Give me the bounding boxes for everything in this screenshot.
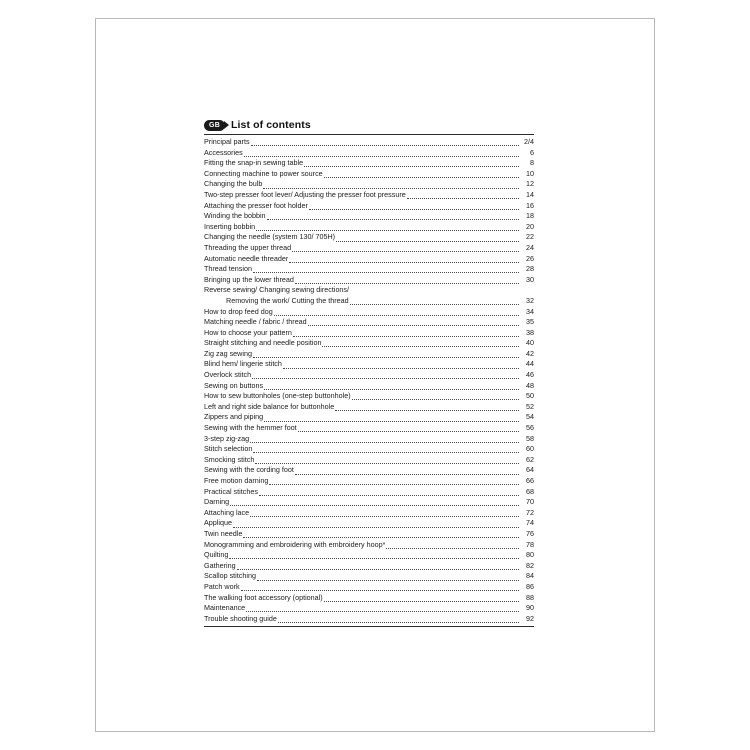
toc-entry-page: 88: [526, 592, 534, 602]
toc-leader-dots: [237, 568, 519, 570]
toc-entry-label: Sewing with the cording foot: [204, 465, 294, 475]
toc-entry-page: 35: [526, 317, 534, 327]
toc-entry-label: Connecting machine to power source: [204, 168, 323, 178]
toc-leader-dots: [289, 261, 519, 263]
toc-entry[interactable]: [204, 359, 534, 370]
toc-leader-dots: [336, 240, 519, 242]
toc-leader-dots: [352, 398, 519, 400]
toc-leader-dots: [251, 144, 519, 146]
table-of-contents: [204, 119, 534, 627]
toc-entry-label: Trouble shooting guide: [204, 613, 277, 623]
toc-entry[interactable]: [204, 137, 534, 148]
toc-entry-page: 52: [526, 401, 534, 411]
toc-entry-page: 2/4: [524, 137, 534, 146]
toc-entry-page: 12: [526, 179, 534, 189]
toc-leader-dots: [335, 409, 519, 411]
toc-entry-page: 54: [526, 412, 534, 422]
toc-entry-label: Principal parts: [204, 137, 250, 146]
toc-leader-dots: [324, 600, 519, 602]
toc-entry[interactable]: [204, 529, 534, 540]
toc-entry-page: 42: [526, 348, 534, 358]
toc-entry-page: 14: [526, 189, 534, 199]
toc-entry-page: 78: [526, 539, 534, 549]
toc-leader-dots: [246, 610, 519, 612]
toc-entry-page: 58: [526, 433, 534, 443]
divider-bottom: [204, 626, 534, 627]
toc-entry-page: 18: [526, 211, 534, 221]
toc-entry-page: 16: [526, 200, 534, 210]
toc-entry-page: 68: [526, 486, 534, 496]
toc-entry[interactable]: [204, 476, 534, 487]
toc-entry[interactable]: [204, 540, 534, 551]
toc-entry-label: Threading the upper thread: [204, 242, 292, 252]
toc-entry-label: Bringing up the lower thread: [204, 274, 294, 284]
toc-entry-page: 20: [526, 221, 534, 231]
toc-leader-dots: [350, 294, 519, 295]
language-badge-icon: GB: [204, 120, 225, 131]
toc-leader-dots: [253, 271, 519, 273]
toc-entry-label: Blind hem/ lingerie stitch: [204, 359, 282, 369]
toc-entry[interactable]: [204, 275, 534, 286]
toc-entry-label: Winding the bobbin: [204, 211, 266, 221]
toc-entry-label: Left and right side balance for buttonhole: [204, 401, 335, 411]
toc-leader-dots: [309, 208, 519, 210]
toc-entry[interactable]: [204, 402, 534, 413]
toc-entry-label: Attaching lace: [204, 507, 250, 517]
toc-entry[interactable]: [204, 423, 534, 434]
toc-entry[interactable]: [204, 296, 534, 307]
page-title: List of contents: [231, 119, 311, 131]
toc-entry[interactable]: [204, 243, 534, 254]
toc-entry-page: 82: [526, 560, 534, 570]
toc-leader-dots: [243, 536, 519, 538]
toc-entry-page: 76: [526, 528, 534, 538]
toc-leader-dots: [263, 187, 519, 189]
toc-entry-page: 84: [526, 571, 534, 581]
toc-entry-page: 46: [526, 370, 534, 380]
toc-entry[interactable]: [204, 508, 534, 519]
toc-entry-label: Smocking stitch: [204, 454, 255, 464]
toc-entry-label: Applique: [204, 518, 232, 528]
toc-entry-label: Overlock stitch: [204, 370, 252, 380]
toc-leader-dots: [292, 250, 519, 252]
toc-leader-dots: [350, 303, 519, 305]
toc-entry-label: Automatic needle threader: [204, 253, 289, 263]
toc-entry[interactable]: [204, 614, 534, 625]
toc-entry-page: 56: [526, 423, 534, 433]
toc-entry-label: Zig zag sewing: [204, 348, 252, 358]
toc-entry[interactable]: [204, 444, 534, 455]
toc-entry-label: How to choose your pattern: [204, 327, 292, 337]
toc-leader-dots: [407, 197, 519, 199]
toc-entry-label: Zippers and piping: [204, 412, 264, 422]
toc-leader-dots: [256, 229, 519, 231]
toc-entry-page: 62: [526, 454, 534, 464]
toc-entry-label: Patch work: [204, 581, 240, 591]
toc-entry[interactable]: [204, 254, 534, 265]
toc-entry[interactable]: [204, 338, 534, 349]
toc-entry-page: 10: [526, 168, 534, 178]
toc-leader-dots: [250, 441, 519, 443]
toc-entry[interactable]: [204, 264, 534, 275]
toc-list: [204, 137, 534, 624]
toc-entry[interactable]: [204, 465, 534, 476]
toc-entry-label: Monogramming and embroidering with embroidery hoop*: [204, 539, 386, 549]
toc-leader-dots: [322, 345, 519, 347]
toc-entry-page: 80: [526, 550, 534, 560]
toc-entry[interactable]: [204, 201, 534, 212]
toc-leader-dots: [324, 176, 519, 178]
toc-entry[interactable]: [204, 328, 534, 339]
toc-entry-page: 50: [526, 391, 534, 401]
toc-leader-dots: [253, 451, 519, 453]
toc-leader-dots: [250, 515, 519, 517]
toc-leader-dots: [230, 504, 519, 506]
toc-entry[interactable]: [204, 550, 534, 561]
toc-leader-dots: [264, 388, 519, 390]
toc-leader-dots: [255, 462, 519, 464]
toc-entry-label: Thread tension: [204, 264, 252, 274]
toc-entry-label: Twin needle: [204, 528, 243, 538]
toc-entry[interactable]: [204, 497, 534, 508]
toc-entry-label: Maintenance: [204, 603, 246, 613]
toc-leader-dots: [259, 494, 519, 496]
toc-entry-label: Darning: [204, 497, 230, 507]
toc-entry-label: Practical stitches: [204, 486, 258, 496]
toc-entry[interactable]: [204, 487, 534, 498]
toc-leader-dots: [264, 420, 519, 422]
toc-entry-page: 24: [526, 242, 534, 252]
toc-entry-label: Sewing on buttons: [204, 380, 264, 390]
toc-entry[interactable]: [204, 169, 534, 180]
toc-entry-label: Attaching the presser foot holder: [204, 200, 308, 210]
toc-leader-dots: [283, 367, 519, 369]
toc-entry[interactable]: [204, 434, 534, 445]
toc-entry-page: 28: [526, 264, 534, 274]
toc-leader-dots: [295, 473, 519, 475]
toc-entry-page: 60: [526, 444, 534, 454]
toc-entry-page: 8: [530, 158, 534, 168]
toc-leader-dots: [269, 483, 519, 485]
toc-entry[interactable]: [204, 158, 534, 169]
toc-entry-page: 92: [526, 613, 534, 623]
toc-entry[interactable]: [204, 232, 534, 243]
toc-entry-label: Changing the bulb: [204, 179, 263, 189]
toc-entry[interactable]: [204, 211, 534, 222]
toc-entry-label: How to sew buttonholes (one-step buttonhole): [204, 391, 351, 401]
toc-entry[interactable]: [204, 518, 534, 529]
toc-entry-label: Removing the work/ Cutting the thread: [226, 295, 349, 305]
toc-entry-label: Two-step presser foot lever/ Adjusting the presser foot pressure: [204, 189, 406, 199]
toc-entry-label: 3-step zig-zag: [204, 433, 250, 443]
toc-leader-dots: [229, 557, 519, 559]
document-page: [95, 18, 655, 732]
toc-entry-label: Changing the needle (system 130/ 705H): [204, 232, 336, 242]
toc-entry-page: 44: [526, 359, 534, 369]
toc-entry-label: Reverse sewing/ Changing sewing directions/: [204, 285, 350, 295]
toc-leader-dots: [298, 430, 519, 432]
toc-entry-page: 40: [526, 338, 534, 348]
toc-entry[interactable]: [204, 582, 534, 593]
toc-entry-page: 26: [526, 253, 534, 263]
toc-entry[interactable]: [204, 603, 534, 614]
toc-entry-page: 64: [526, 465, 534, 475]
toc-leader-dots: [295, 282, 519, 284]
toc-leader-dots: [253, 356, 519, 358]
toc-leader-dots: [252, 377, 519, 379]
toc-entry[interactable]: [204, 370, 534, 381]
toc-entry-page: 48: [526, 380, 534, 390]
toc-entry-label: Quilting: [204, 550, 229, 560]
toc-entry[interactable]: [204, 307, 534, 318]
toc-leader-dots: [278, 621, 519, 623]
toc-entry-label: How to drop feed dog: [204, 306, 273, 316]
toc-leader-dots: [293, 335, 519, 337]
toc-entry-label: Matching needle / fabric / thread: [204, 317, 307, 327]
toc-leader-dots: [386, 547, 519, 549]
toc-header: [204, 119, 534, 131]
divider-top: [204, 134, 534, 135]
toc-leader-dots: [257, 579, 519, 581]
toc-entry[interactable]: [204, 455, 534, 466]
toc-leader-dots: [304, 165, 519, 167]
toc-entry-label: Sewing with the hemmer foot: [204, 423, 297, 433]
toc-entry-label: Free motion darning: [204, 476, 269, 485]
toc-leader-dots: [274, 314, 519, 316]
toc-entry[interactable]: [204, 381, 534, 392]
toc-entry[interactable]: [204, 571, 534, 582]
toc-entry-page: 72: [526, 507, 534, 517]
toc-leader-dots: [308, 324, 519, 326]
toc-entry-page: 38: [526, 327, 534, 337]
toc-entry-page: 22: [526, 232, 534, 242]
toc-entry[interactable]: [204, 285, 534, 296]
toc-entry[interactable]: [204, 561, 534, 572]
toc-leader-dots: [267, 218, 519, 220]
toc-entry-page: 90: [526, 603, 534, 613]
toc-entry[interactable]: [204, 317, 534, 328]
toc-entry-page: 66: [526, 476, 534, 485]
toc-entry[interactable]: [204, 349, 534, 360]
toc-leader-dots: [244, 155, 519, 157]
toc-entry[interactable]: [204, 148, 534, 159]
toc-entry-label: Fitting the snap-in sewing table: [204, 158, 304, 168]
toc-entry-page: 74: [526, 518, 534, 528]
toc-entry[interactable]: [204, 190, 534, 201]
toc-entry-label: Inserting bobbin: [204, 221, 256, 231]
toc-entry[interactable]: [204, 222, 534, 233]
toc-entry-label: Accessories: [204, 147, 243, 157]
toc-entry-page: 32: [526, 295, 534, 305]
toc-entry-label: Stitch selection: [204, 444, 253, 454]
toc-entry[interactable]: [204, 179, 534, 190]
toc-entry-label: Scallop stitching: [204, 571, 256, 581]
toc-entry-label: Straight stitching and needle position: [204, 338, 322, 348]
toc-entry-page: 34: [526, 306, 534, 316]
toc-entry[interactable]: [204, 391, 534, 402]
toc-leader-dots: [241, 589, 519, 591]
toc-leader-dots: [233, 526, 519, 528]
toc-entry[interactable]: [204, 593, 534, 604]
toc-entry-label: The walking foot accessory (optional): [204, 592, 323, 602]
toc-entry-page: 86: [526, 581, 534, 591]
toc-entry[interactable]: [204, 412, 534, 423]
toc-entry-page: 6: [530, 147, 534, 157]
toc-entry-page: 30: [526, 274, 534, 284]
toc-entry-page: 70: [526, 497, 534, 507]
toc-entry-label: Gathering: [204, 560, 236, 570]
